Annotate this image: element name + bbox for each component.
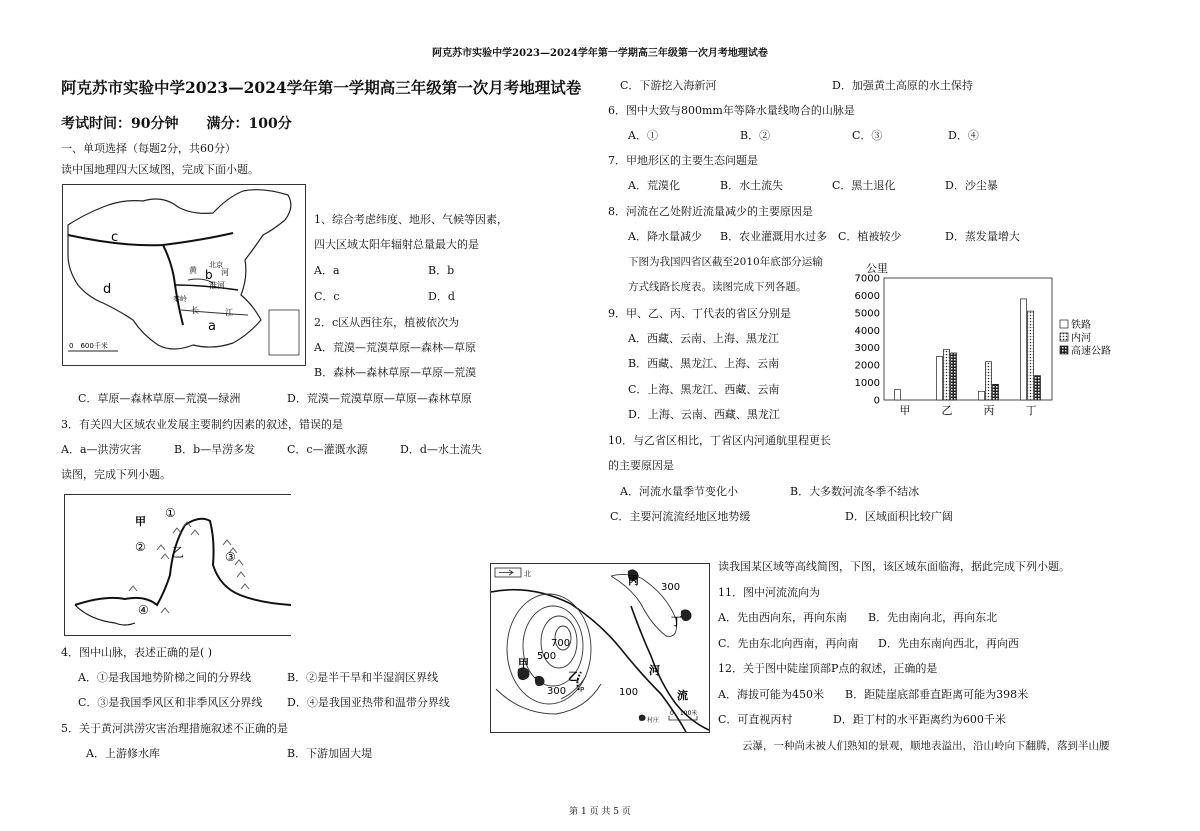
he-label: 河 — [221, 268, 229, 277]
bar-1-4 — [1021, 299, 1027, 400]
point-p: P — [580, 686, 585, 694]
q10-option-c[interactable]: C．主要河流流经地区地势缓 — [610, 510, 751, 523]
q5-stem: 5．关于黄河洪涝灾害治理措施叙述不正确的是 — [61, 722, 288, 735]
q5-option-a[interactable]: A．上游修水库 — [86, 747, 160, 760]
q1-option-a[interactable]: A．a — [314, 264, 340, 277]
q8-option-c[interactable]: C．植被较少 — [838, 230, 902, 243]
q6-stem: 6．图中大致与800mm年等降水量线吻合的山脉是 — [608, 104, 855, 117]
legend-swatch-3 — [1060, 346, 1068, 354]
q5-option-d[interactable]: D．加强黄土高原的水土保持 — [832, 79, 973, 92]
x-tick-label: 甲 — [899, 404, 911, 417]
q7-option-d[interactable]: D．沙尘暴 — [945, 179, 998, 192]
map2-num-4: ④ — [138, 603, 149, 617]
q7-option-a[interactable]: A．荒漠化 — [628, 179, 680, 192]
q10-option-b[interactable]: B．大多数河流冬季不结冰 — [790, 485, 920, 498]
q4-option-d[interactable]: D．④是我国亚热带和温带分界线 — [287, 696, 450, 709]
q8-option-b[interactable]: B．农业灌溉用水过多 — [720, 230, 828, 243]
river-label-liu: 流 — [677, 689, 688, 702]
q3-option-d[interactable]: D．d—水土流失 — [400, 443, 482, 456]
contour-500: 500 — [537, 651, 557, 662]
jiang-label: 江 — [225, 308, 233, 317]
contour-300-b: 300 — [547, 686, 567, 697]
legend-label-3: 高速公路 — [1071, 346, 1111, 357]
bar-1-3 — [979, 391, 985, 400]
bar-3-4 — [1035, 376, 1041, 400]
legend-swatch-2 — [1060, 333, 1068, 341]
page-footer: 第 1 页 共 5 页 — [569, 807, 631, 817]
contour-100: 100 — [619, 687, 639, 698]
q9-option-d[interactable]: D．上海、云南、西藏、黑龙江 — [628, 408, 780, 421]
q12-stem: 12．关于图中陡崖顶部P点的叙述，正确的是 — [718, 662, 938, 675]
map2-jia: 甲 — [135, 515, 146, 528]
q4-option-b[interactable]: B．②是半干旱和半湿润区界线 — [287, 671, 439, 684]
contour-700: 700 — [551, 638, 571, 649]
bar-3-2 — [951, 353, 957, 400]
q4-stem: 4．图中山脉，表述正确的是( ) — [61, 646, 213, 659]
map3-scale: 0 100米 — [670, 710, 698, 717]
bar-2-3 — [986, 362, 992, 400]
passage-text: 云瀑，一种尚未被人们熟知的景观，顺地表溢出，沿山岭向下翻腾，落到半山腰 — [742, 740, 1110, 752]
q12-option-c[interactable]: C．可直视丙村 — [718, 713, 793, 726]
q12-option-b[interactable]: B．距陡崖底部垂直距离可能为398米 — [845, 688, 1029, 701]
q2-option-c[interactable]: C．草原—森林草原—荒漠—绿洲 — [78, 392, 241, 405]
china-regions-map — [62, 184, 306, 366]
y-tick-label: 4000 — [854, 325, 880, 337]
contour-map — [490, 563, 710, 733]
north-arrow-label: 北 — [524, 570, 531, 578]
q2-stem: 2．c区从西往东，植被依次为 — [314, 316, 460, 329]
q9-option-a[interactable]: A．西藏、云南、上海、黑龙江 — [628, 332, 779, 345]
x-tick-label: 乙 — [941, 404, 953, 417]
q3-option-b[interactable]: B．b—旱涝多发 — [174, 443, 256, 456]
contour-300-a: 300 — [661, 582, 681, 593]
q11-option-b[interactable]: B．先由南向北，再向东北 — [868, 611, 998, 624]
qinling-label: 秦岭 — [173, 295, 187, 303]
intro-4: 读我国某区域等高线简图，下图，该区域东面临海，据此完成下列小题。 — [718, 560, 1070, 573]
q11-option-a[interactable]: A．先由西向东，再向东南 — [718, 611, 847, 624]
q3-stem: 3．有关四大区域农业发展主要制约因素的叙述，错误的是 — [61, 418, 343, 431]
q9-stem: 9．甲、乙、丙、丁代表的省区分别是 — [608, 307, 791, 320]
q5-option-c[interactable]: C．下游挖入海新河 — [620, 79, 717, 92]
q12-option-a[interactable]: A．海拔可能为450米 — [718, 688, 824, 701]
q1-option-c[interactable]: C．c — [314, 290, 340, 303]
q10-stem-2: 的主要原因是 — [608, 459, 674, 472]
q6-option-d[interactable]: D．④ — [948, 129, 979, 142]
bar-1-1 — [895, 390, 901, 400]
chart-ylabel: 公里 — [866, 262, 888, 275]
exam-title: 阿克苏市实验中学2023—2024学年第一学期高三年级第一次月考地理试卷 — [61, 78, 582, 97]
q3-option-a[interactable]: A．a—洪涝灾害 — [61, 443, 142, 456]
y-tick-label: 5000 — [854, 308, 880, 320]
intro-1: 读中国地理四大区域图，完成下面小题。 — [61, 163, 259, 176]
x-tick-label: 丁 — [1025, 404, 1037, 417]
legend-label-1: 铁路 — [1071, 320, 1091, 331]
region-label-b: b — [205, 268, 213, 282]
bar-3-3 — [993, 384, 999, 400]
q2-option-a[interactable]: A．荒漠—荒漠草原—森林—草原 — [314, 341, 476, 354]
q8-stem: 8．河流在乙处附近流量减少的主要原因是 — [608, 205, 813, 218]
q10-stem-1: 10．与乙省区相比，丁省区内河通航里程更长 — [608, 434, 831, 447]
page-header: 阿克苏市实验中学2023—2024学年第一学期高三年级第一次月考地理试卷 — [432, 48, 768, 59]
intro-2: 读图，完成下列小题。 — [61, 468, 171, 481]
village-yi: 乙 — [568, 670, 579, 683]
exam-info: 考试时间：90分钟 满分：100分 — [61, 116, 292, 132]
map2-num-3: ③ — [225, 550, 236, 564]
village-jia: 甲 — [518, 657, 529, 670]
q8-option-d[interactable]: D．蒸发量增大 — [945, 230, 1020, 243]
chang-label: 长 — [191, 306, 199, 315]
region-label-d: d — [103, 282, 112, 297]
legend-village: 村庄 — [647, 717, 660, 724]
map1-scale: 0 600千米 — [69, 342, 108, 350]
q9-option-c[interactable]: C．上海、黑龙江、西藏、云南 — [628, 383, 780, 396]
village-bing: 丙 — [628, 574, 639, 587]
transport-bar-chart — [846, 260, 1126, 420]
q10-option-d[interactable]: D．区域面积比较广阔 — [845, 510, 953, 523]
bar-1-2 — [937, 356, 943, 400]
q2-option-d[interactable]: D．荒漠—荒漠草原—草原—森林草原 — [287, 392, 472, 405]
q4-option-c[interactable]: C．③是我国季风区和非季风区分界线 — [78, 696, 263, 709]
region-label-c: c — [111, 230, 119, 245]
y-tick-label: 0 — [873, 395, 880, 407]
yellow-river-map — [64, 494, 291, 636]
x-tick-label: 丙 — [983, 404, 995, 417]
y-tick-label: 3000 — [854, 343, 880, 355]
q2-option-b[interactable]: B．森林—森林草原—草原—荒漠 — [314, 366, 477, 379]
river-label-he: 河 — [649, 664, 660, 677]
region-label-a: a — [208, 319, 216, 334]
q1-stem-2: 四大区域太阳年辐射总量最大的是 — [314, 238, 479, 251]
q6-option-c[interactable]: C．③ — [852, 129, 883, 142]
legend-label-2: 内河 — [1071, 333, 1091, 344]
q3-option-c[interactable]: C．c—灌溉水源 — [287, 443, 368, 456]
y-tick-label: 6000 — [854, 290, 880, 302]
q11-option-c[interactable]: C．先由东北向西南，再向南 — [718, 637, 859, 650]
huaihe-label: 淮河 — [209, 281, 225, 290]
q10-option-a[interactable]: A．河流水量季节变化小 — [620, 485, 738, 498]
q4-option-a[interactable]: A．①是我国地势阶梯之间的分界线 — [78, 671, 251, 684]
bar-2-4 — [1028, 311, 1034, 400]
q8-option-a[interactable]: A．降水量减少 — [628, 230, 702, 243]
q11-option-d[interactable]: D．先由东南向西北，再向西 — [878, 637, 1019, 650]
q6-option-a[interactable]: A．① — [628, 129, 658, 142]
village-ding: 丁 — [671, 615, 682, 628]
legend-swatch-1 — [1060, 320, 1068, 328]
q12-option-d[interactable]: D．距丁村的水平距离约为600千米 — [833, 713, 1006, 726]
bar-2-2 — [944, 349, 950, 400]
map2-yi: 乙 — [171, 546, 185, 561]
y-tick-label: 2000 — [854, 360, 880, 372]
q1-option-d[interactable]: D．d — [428, 290, 455, 303]
huang-label: 黄 — [189, 266, 197, 275]
intro-3-line-1: 下图为我国四省区截至2010年底部分运输 — [628, 256, 823, 268]
q7-stem: 7．甲地形区的主要生态问题是 — [608, 154, 758, 167]
q7-option-c[interactable]: C．黑土退化 — [832, 179, 896, 192]
q9-option-b[interactable]: B．西藏、黑龙江、上海、云南 — [628, 357, 780, 370]
intro-3-line-2: 方式线路长度表。读图完成下列各题。 — [628, 281, 807, 293]
q7-option-b[interactable]: B．水土流失 — [720, 179, 784, 192]
beijing-label: 北京 — [209, 261, 223, 269]
y-tick-label: 1000 — [854, 378, 880, 390]
q11-stem: 11．图中河流流向为 — [718, 586, 820, 599]
section-heading: 一、单项选择（每题2分，共60分） — [61, 142, 236, 155]
q5-option-b[interactable]: B．下游加固大堤 — [287, 747, 373, 760]
q1-option-b[interactable]: B．b — [428, 264, 455, 277]
map2-num-2: ② — [135, 540, 146, 554]
q6-option-b[interactable]: B．② — [740, 129, 771, 142]
q1-stem-1: 1、综合考虑纬度、地形、气候等因素， — [314, 213, 508, 226]
map2-num-1: ① — [165, 506, 176, 520]
y-tick-label: 7000 — [854, 273, 880, 285]
